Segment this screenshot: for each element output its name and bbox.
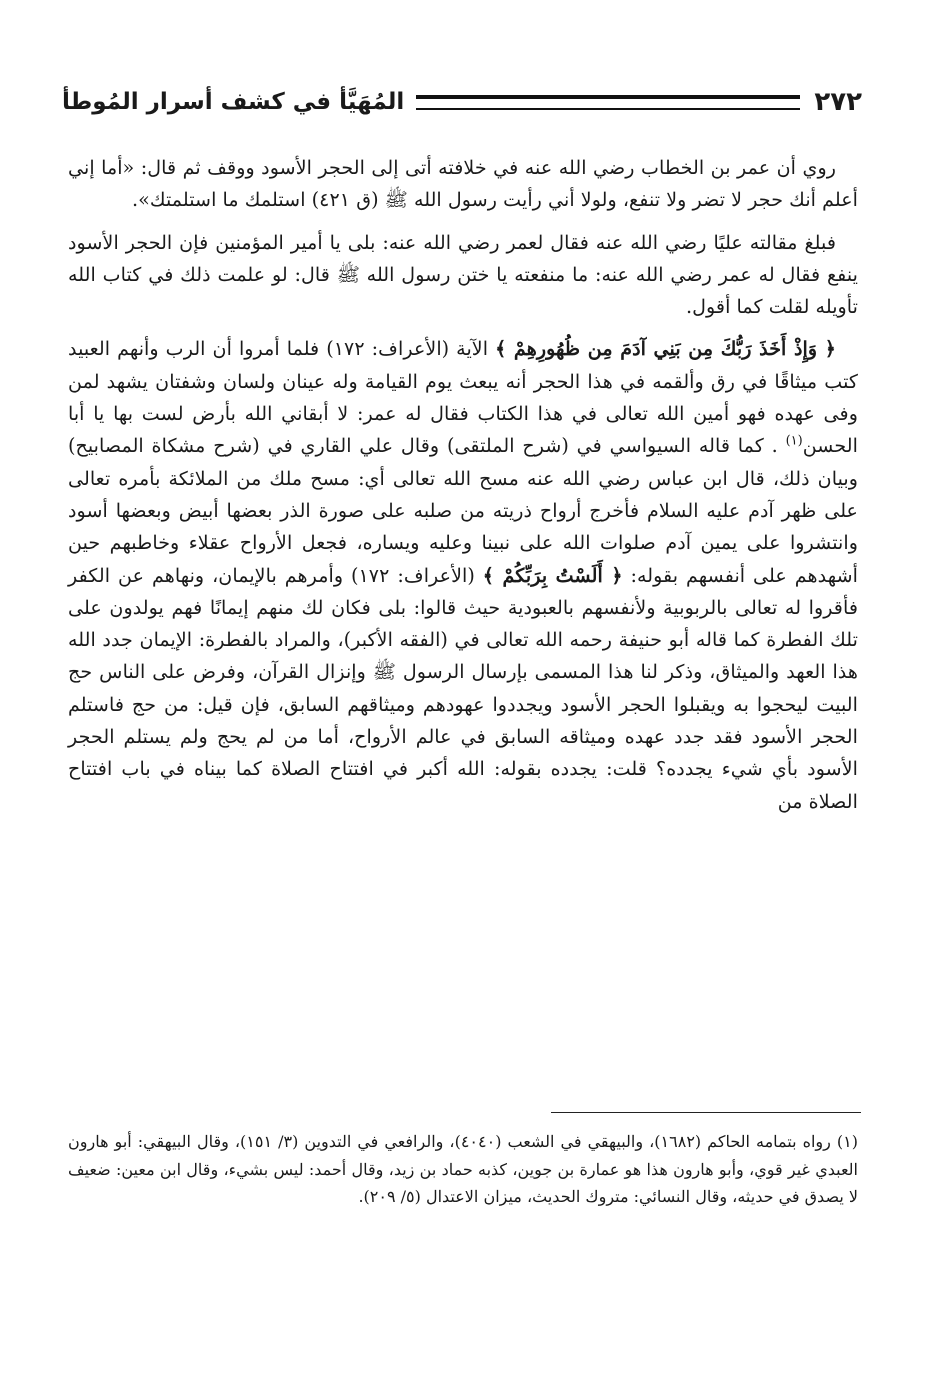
paragraph-2: فبلغ مقالته عليًا رضي الله عنه فقال لعمر رضي الله عنه: بلى يا أمير المؤمنين فإن الحجر الأسود ينفع فقال له عمر رضي الله عنه: ما منفعته يا ختن رسول الله ﷺ قال: لو علمت ذلك في كتاب الله تأويله لقلت كما أقول.: [68, 230, 858, 319]
book-title: المُهَيَّأ في كشف أسرار المُوطأ: [62, 89, 405, 115]
paragraph-3-part-1: الآية (الأعراف: ١٧٢) فلما أمروا أن الرب وأنهم العبيد كتب ميثاقًا في رق وألقمه في هذا الحجر أنه يبعث يوم القيامة وله عينان ولسان وشفتان يشهد لمن وفى عهده فهو أمين الله تعالى في هذا الكتاب فقال له عمر: لا أبقاني الله بأرض لست بها يا أبا الحسن: [68, 337, 858, 458]
page-header: [62, 80, 862, 124]
footnote-1: (١) رواه بتمامه الحاكم (١٦٨٢)، والبيهقي في الشعب (٤٠٤٠)، والرافعي في التدوين (٣/ ١٥١)، وقال البيهقي: أبو هارون العبدي غير قوي، وأبو هارون هذا هو عمارة بن جوين، كذبه حماد بن زيد، وقال أحمد: ليس بشيء، وقال ابن معين: ضعيف لا يصدق في حديثه، وقال النسائي: متروك الحديث، ميزان الاعتدال (٥/ ٢٠٩).: [68, 1132, 859, 1206]
quran-verse-1: ﴿ وَإِذْ أَخَذَ رَبُّكَ مِن بَنِي آدَمَ مِن ظُهُورِهِمْ ﴾: [495, 337, 836, 361]
paragraph-1: روي أن عمر بن الخطاب رضي الله عنه في خلافته أتى إلى الحجر الأسود ووقف ثم قال: «أما إني أعلم أنك حجر لا تضر ولا تنفع، ولولا أني رأيت رسول الله ﷺ (ق ٤٢١) استلمك ما استلمتك».: [68, 156, 858, 212]
main-text: [68, 152, 858, 830]
quran-verse-2: ﴿ أَلَسْتُ بِرَبِّكُمْ ﴾: [482, 563, 623, 587]
footnote-reference[interactable]: (١): [785, 433, 803, 449]
paragraph-3-part-3: (الأعراف: ١٧٢) وأمرهم بالإيمان، ونهاهم عن الكفر فأقروا له تعالى بالربوبية ولأنفسهم بالعبودية حيث قالوا: بلى فكان لك منهم إيمانًا فهم يولدون على تلك الفطرة كما قاله أبو حنيفة رحمه الله تعالى في (الفقه الأكبر)، والمراد بالفطرة: الإيمان جدد الله هذا العهد والميثاق، وذكر لنا هذا المسمى بإرسال الرسول ﷺ وإنزال القرآن، وفرض على الناس حج البيت ليحجوا به ويقبلوا الحجر الأسود ويجددوا عهودهم وميثاقهم السابق، فإن قيل: من حج فاستلم الحجر الأسود فقد جدد عهده وميثاقه السابق في عالم الأرواح، أما من لم يحج ولم يستلم الحجر الأسود بأي شيء يجدده؟ قلت: يجدده بقوله: الله أكبر في افتتاح الصلاة كما بيناه في باب افتتاح الصلاة من: [68, 563, 858, 813]
paragraph-3-part-2: . كما قاله السيواسي في (شرح الملتقى) وقال علي القاري في (شرح مشكاة المصابيح) وبيان ذلك، قال ابن عباس رضي الله عنه مسح الله تعالى أي: مسح ملك من الملائكة بأمره تعالى على ظهر آدم عليه السلام فأخرج أرواح ذريته من صلبه على صورة الذر بعضها أبيض وبعضها أسود وانتشروا على يمين آدم صلوات الله على نبينا وعليه ويساره، فجعل الأرواح عقلاء وخاطبهم حين أشهدهم على أنفسهم بقوله:: [68, 434, 858, 587]
footnotes: [68, 1128, 858, 1211]
page-number: ٢٧٢: [814, 87, 862, 117]
footnote-separator: [551, 1112, 861, 1113]
paragraph-3: [68, 333, 858, 817]
header-rule: [416, 95, 800, 110]
